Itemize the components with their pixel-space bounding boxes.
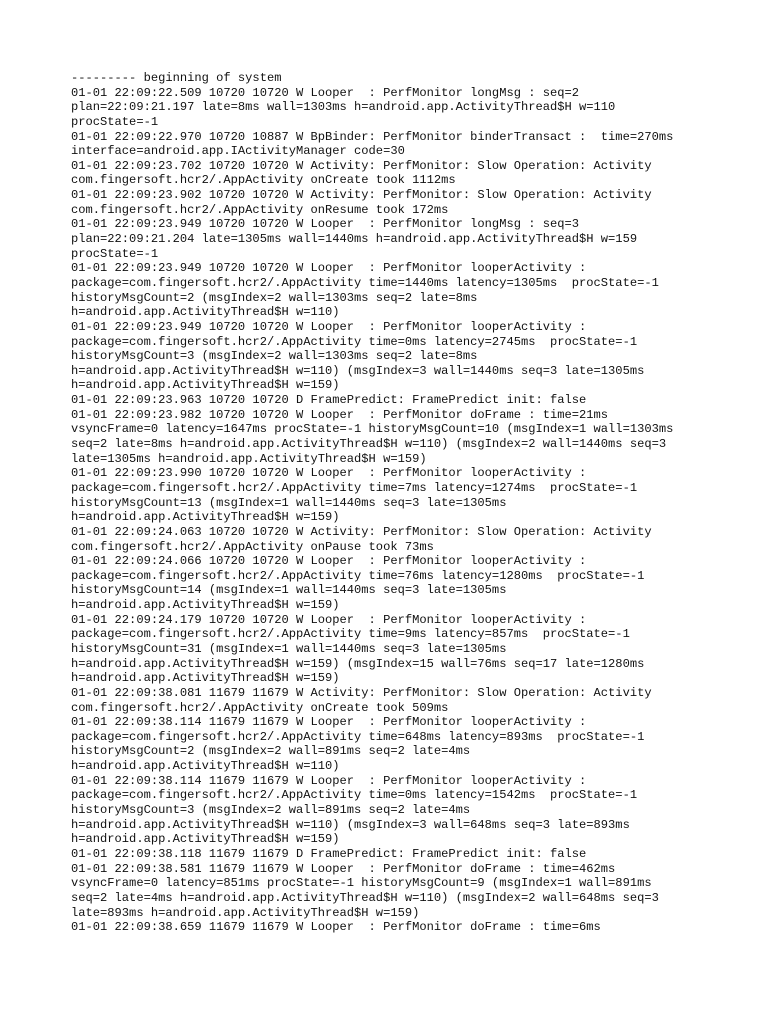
log-line: package=com.fingersoft.hcr2/.AppActivity time=76ms latency=1280ms procState=-1 (71, 568, 645, 583)
log-line: 01-01 22:09:23.963 10720 10720 D FramePredict: FramePredict init: false (71, 393, 587, 408)
log-line: plan=22:09:21.204 late=1305ms wall=1440ms h=android.app.ActivityThread$H w=159 (71, 232, 638, 247)
log-line: vsyncFrame=0 latency=1647ms procState=-1 historyMsgCount=10 (msgIndex=1 wall=1303ms (71, 422, 674, 437)
log-line: historyMsgCount=14 (msgIndex=1 wall=1440ms seq=3 late=1305ms (71, 583, 507, 598)
log-line: 01-01 22:09:24.066 10720 10720 W Looper : PerfMonitor looperActivity : (71, 554, 587, 569)
log-line: 01-01 22:09:23.902 10720 10720 W Activity: PerfMonitor: Slow Operation: Activity (71, 188, 652, 203)
log-line: plan=22:09:21.197 late=8ms wall=1303ms h=android.app.ActivityThread$H w=110 (71, 100, 616, 115)
log-line: package=com.fingersoft.hcr2/.AppActivity time=648ms latency=893ms procState=-1 (71, 729, 645, 744)
log-line: 01-01 22:09:23.949 10720 10720 W Looper : PerfMonitor longMsg : seq=3 (71, 217, 580, 232)
log-line: 01-01 22:09:24.063 10720 10720 W Activity: PerfMonitor: Slow Operation: Activity (71, 524, 652, 539)
log-line: interface=android.app.IActivityManager code=30 (71, 144, 405, 159)
log-line: historyMsgCount=2 (msgIndex=2 wall=1303ms seq=2 late=8ms (71, 290, 478, 305)
log-line: h=android.app.ActivityThread$H w=110) (msgIndex=3 wall=1440ms seq=3 late=1305ms (71, 363, 645, 378)
log-line: historyMsgCount=3 (msgIndex=2 wall=891ms seq=2 late=4ms (71, 803, 471, 818)
log-line: h=android.app.ActivityThread$H w=159) (71, 671, 340, 686)
log-line: 01-01 22:09:24.179 10720 10720 W Looper : PerfMonitor looperActivity : (71, 612, 587, 627)
log-line: 01-01 22:09:23.982 10720 10720 W Looper : PerfMonitor doFrame : time=21ms (71, 407, 609, 422)
log-line: h=android.app.ActivityThread$H w=159) (71, 510, 340, 525)
log-line: historyMsgCount=3 (msgIndex=2 wall=1303ms seq=2 late=8ms (71, 349, 478, 364)
log-line: 01-01 22:09:38.114 11679 11679 W Looper : PerfMonitor looperActivity : (71, 715, 587, 730)
log-line: seq=2 late=8ms h=android.app.ActivityThread$H w=110) (msgIndex=2 wall=1440ms seq=3 (71, 437, 667, 452)
log-line: 01-01 22:09:22.970 10720 10887 W BpBinder: PerfMonitor binderTransact : time=270ms (71, 129, 674, 144)
log-line: --------- beginning of system (71, 71, 282, 85)
log-line: 01-01 22:09:23.949 10720 10720 W Looper : PerfMonitor looperActivity : (71, 261, 587, 276)
log-line: 01-01 22:09:22.509 10720 10720 W Looper : PerfMonitor longMsg : seq=2 (71, 85, 580, 100)
log-line: 01-01 22:09:38.659 11679 11679 W Looper : PerfMonitor doFrame : time=6ms (71, 920, 601, 935)
log-line: late=893ms h=android.app.ActivityThread$H w=159) (71, 905, 420, 920)
log-line: seq=2 late=4ms h=android.app.ActivityThread$H w=110) (msgIndex=2 wall=648ms seq=3 (71, 890, 659, 905)
log-line: late=1305ms h=android.app.ActivityThread$H w=159) (71, 451, 427, 466)
log-line: 01-01 22:09:38.581 11679 11679 W Looper : PerfMonitor doFrame : time=462ms (71, 861, 616, 876)
log-line: h=android.app.ActivityThread$H w=110) (71, 305, 340, 320)
log-line: h=android.app.ActivityThread$H w=159) (71, 378, 340, 393)
log-line: package=com.fingersoft.hcr2/.AppActivity time=0ms latency=1542ms procState=-1 (71, 788, 638, 803)
log-line: h=android.app.ActivityThread$H w=159) (71, 598, 340, 613)
log-line: package=com.fingersoft.hcr2/.AppActivity time=9ms latency=857ms procState=-1 (71, 627, 630, 642)
log-line: historyMsgCount=2 (msgIndex=2 wall=891ms seq=2 late=4ms (71, 744, 471, 759)
log-line: com.fingersoft.hcr2/.AppActivity onCreate took 1112ms (71, 173, 456, 188)
log-line: package=com.fingersoft.hcr2/.AppActivity time=0ms latency=2745ms procState=-1 (71, 334, 638, 349)
log-line: package=com.fingersoft.hcr2/.AppActivity time=7ms latency=1274ms procState=-1 (71, 480, 638, 495)
log-line: h=android.app.ActivityThread$H w=159) (71, 832, 340, 847)
log-line: 01-01 22:09:23.990 10720 10720 W Looper : PerfMonitor looperActivity : (71, 466, 587, 481)
log-line: 01-01 22:09:38.114 11679 11679 W Looper : PerfMonitor looperActivity : (71, 773, 587, 788)
log-line: procState=-1 (71, 114, 159, 129)
log-line: 01-01 22:09:38.081 11679 11679 W Activity: PerfMonitor: Slow Operation: Activity (71, 685, 652, 700)
log-line: vsyncFrame=0 latency=851ms procState=-1 historyMsgCount=9 (msgIndex=1 wall=891ms (71, 876, 652, 891)
log-line: 01-01 22:09:23.949 10720 10720 W Looper : PerfMonitor looperActivity : (71, 319, 587, 334)
log-document (71, 71, 711, 935)
log-line: procState=-1 (71, 246, 159, 261)
log-line: h=android.app.ActivityThread$H w=159) (msgIndex=15 wall=76ms seq=17 late=1280ms (71, 656, 645, 671)
log-line: h=android.app.ActivityThread$H w=110) (71, 759, 340, 774)
log-line: package=com.fingersoft.hcr2/.AppActivity time=1440ms latency=1305ms procState=-1 (71, 275, 659, 290)
log-line: historyMsgCount=31 (msgIndex=1 wall=1440ms seq=3 late=1305ms (71, 641, 507, 656)
log-line: com.fingersoft.hcr2/.AppActivity onResume took 172ms (71, 202, 449, 217)
log-line: 01-01 22:09:23.702 10720 10720 W Activity: PerfMonitor: Slow Operation: Activity (71, 158, 652, 173)
log-line: 01-01 22:09:38.118 11679 11679 D FramePredict: FramePredict init: false (71, 846, 587, 861)
log-line: h=android.app.ActivityThread$H w=110) (msgIndex=3 wall=648ms seq=3 late=893ms (71, 817, 630, 832)
log-line: com.fingersoft.hcr2/.AppActivity onCreate took 509ms (71, 700, 449, 715)
log-line: com.fingersoft.hcr2/.AppActivity onPause took 73ms (71, 539, 434, 554)
log-line: historyMsgCount=13 (msgIndex=1 wall=1440ms seq=3 late=1305ms (71, 495, 507, 510)
